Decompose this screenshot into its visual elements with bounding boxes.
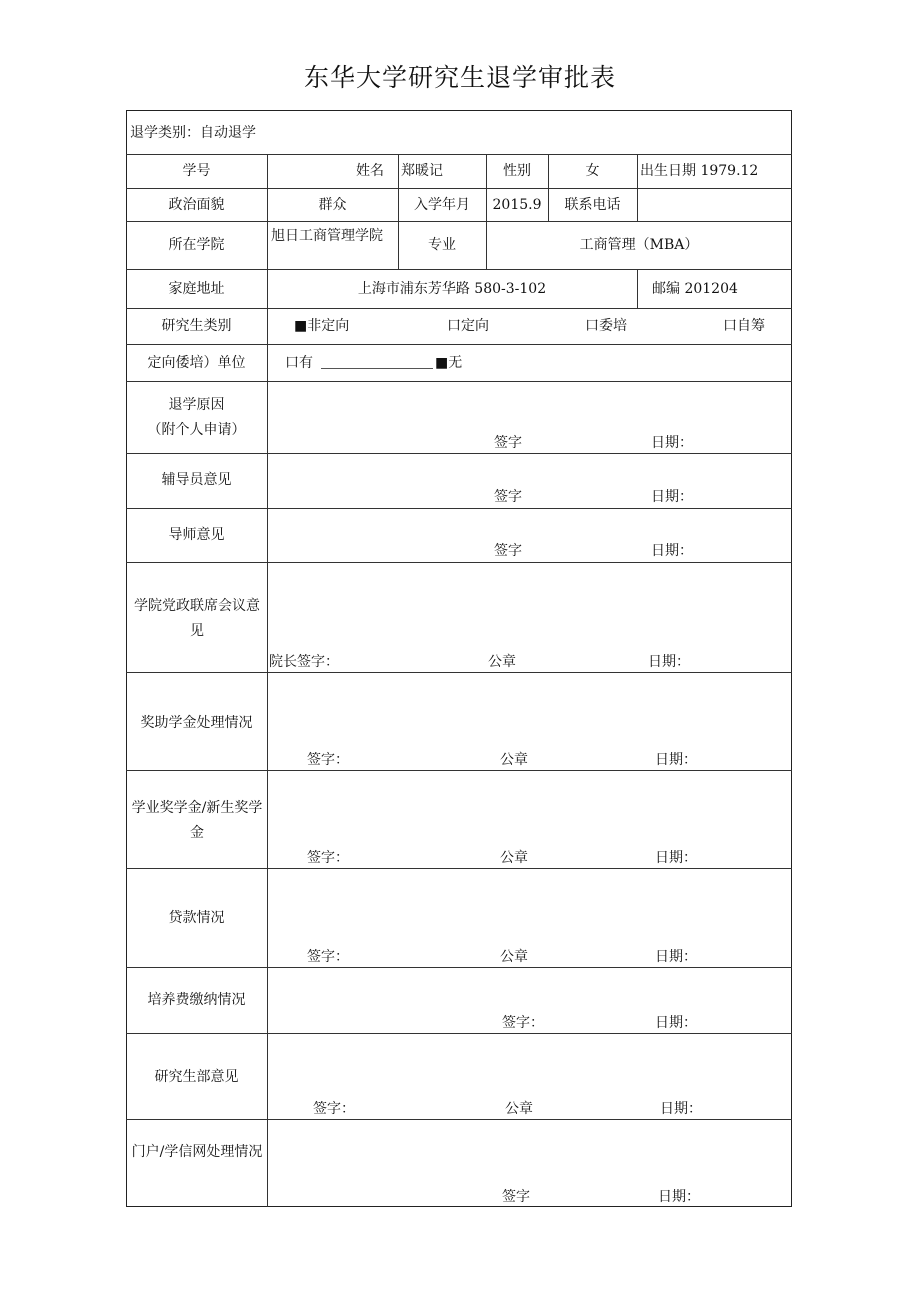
college-meeting-seal: 公章 — [488, 654, 516, 670]
reason-label — [126, 393, 267, 443]
unit-label: 定向倭培）单位 — [147, 355, 246, 371]
fee-label: 培养费缴纳情况 — [147, 992, 246, 1008]
scholarship-sign: 签字： — [307, 752, 349, 768]
row-divider — [126, 770, 792, 771]
enroll-value[interactable]: 2015.9 — [492, 197, 542, 213]
enroll-label: 入学年月 — [414, 197, 470, 213]
row-divider — [126, 1033, 792, 1034]
supervisor-sign: 签字 — [494, 543, 522, 559]
column-divider — [637, 269, 638, 308]
row-divider — [126, 967, 792, 968]
gender-label: 性别 — [503, 163, 531, 179]
row-divider — [126, 308, 792, 309]
reason-label-line2: （附个人申请） — [147, 422, 246, 438]
category-option-directed[interactable]: 口定向 — [447, 318, 489, 334]
scholarship-date: 日期： — [655, 752, 697, 768]
scholarship-label: 奖助学金处理情况 — [140, 715, 253, 731]
grad-dept-label: 研究生部意见 — [154, 1069, 239, 1085]
name-label: 姓名 — [356, 163, 384, 179]
reason-date: 日期： — [651, 435, 693, 451]
unit-option-yes[interactable]: 口有 — [285, 355, 313, 371]
row-divider — [126, 381, 792, 382]
column-divider — [267, 154, 268, 1207]
phone-label: 联系电话 — [564, 197, 621, 213]
grad-dept-sign: 签字： — [313, 1101, 355, 1117]
birth-date[interactable]: 出生日期 1979.12 — [640, 163, 759, 179]
academic-scholarship-date: 日期： — [655, 850, 697, 866]
postcode[interactable]: 邮编 201204 — [652, 281, 738, 297]
loan-date: 日期： — [655, 949, 697, 965]
portal-sign: 签字 — [502, 1189, 530, 1205]
address-value[interactable]: 上海市浦东芳华路 580-3-102 — [357, 281, 547, 297]
address-label: 家庭地址 — [168, 281, 225, 297]
academic-scholarship-sign: 签字： — [307, 850, 349, 866]
political-value[interactable]: 群众 — [318, 197, 347, 213]
gender-value[interactable]: 女 — [585, 163, 600, 179]
major-label: 专业 — [428, 237, 456, 253]
academic-scholarship-label: 学业奖学金/新生奖学金 — [131, 800, 263, 841]
supervisor-date: 日期： — [651, 543, 693, 559]
withdraw-type: 退学类别：自动退学 — [130, 125, 256, 141]
approval-form-table — [126, 110, 792, 1207]
unit-option-no[interactable]: ■无 — [435, 355, 463, 371]
supervisor-label: 导师意见 — [168, 527, 225, 543]
dean-sign: 院长签字： — [269, 654, 339, 670]
row-divider — [126, 508, 792, 509]
row-divider — [126, 868, 792, 869]
row-divider — [126, 344, 792, 345]
unit-option-yes-row[interactable] — [285, 354, 462, 372]
row-divider — [126, 221, 792, 222]
name-value[interactable]: 郑暖记 — [401, 163, 443, 179]
row-divider — [126, 672, 792, 673]
major-value[interactable]: 工商管理（MBA） — [579, 237, 699, 253]
college-value[interactable]: 旭日工商管理学院 — [271, 228, 383, 244]
unit-blank-field[interactable] — [321, 354, 433, 369]
category-option-non-directed[interactable]: ■非定向 — [294, 318, 350, 334]
portal-date: 日期： — [658, 1189, 700, 1205]
loan-label: 贷款情况 — [168, 910, 225, 926]
row-divider — [126, 154, 792, 155]
college-meeting-label: 学院党政联席会议意见 — [134, 598, 260, 639]
fee-date: 日期： — [655, 1015, 697, 1031]
portal-label: 门户/学信网处理情况 — [131, 1144, 263, 1160]
column-divider — [637, 188, 638, 221]
grad-dept-seal: 公章 — [505, 1101, 533, 1117]
fee-sign: 签字： — [502, 1015, 544, 1031]
row-divider — [126, 562, 792, 563]
row-divider — [126, 188, 792, 189]
reason-sign: 签字 — [494, 435, 522, 451]
reason-label-line1: 退学原因 — [168, 397, 225, 413]
loan-sign: 签字： — [307, 949, 349, 965]
row-divider — [126, 269, 792, 270]
academic-scholarship-seal: 公章 — [500, 850, 528, 866]
column-divider — [398, 154, 399, 188]
column-divider — [637, 154, 638, 188]
scholarship-seal: 公章 — [500, 752, 528, 768]
counselor-sign: 签字 — [494, 489, 522, 505]
page-title: 东华大学研究生退学审批表 — [303, 63, 616, 92]
row-divider — [126, 1119, 792, 1120]
student-id-label: 学号 — [182, 163, 211, 179]
college-label: 所在学院 — [168, 237, 225, 253]
loan-seal: 公章 — [500, 949, 528, 965]
category-option-self-funded[interactable]: 口自筹 — [723, 318, 765, 334]
category-label: 研究生类别 — [161, 318, 232, 334]
college-meeting-date: 日期： — [648, 654, 690, 670]
political-label: 政治面貌 — [168, 197, 225, 213]
counselor-label: 辅导员意见 — [161, 472, 232, 488]
grad-dept-date: 日期： — [660, 1101, 702, 1117]
category-option-commissioned[interactable]: 口委培 — [585, 318, 627, 334]
counselor-date: 日期： — [651, 489, 693, 505]
row-divider — [126, 453, 792, 454]
